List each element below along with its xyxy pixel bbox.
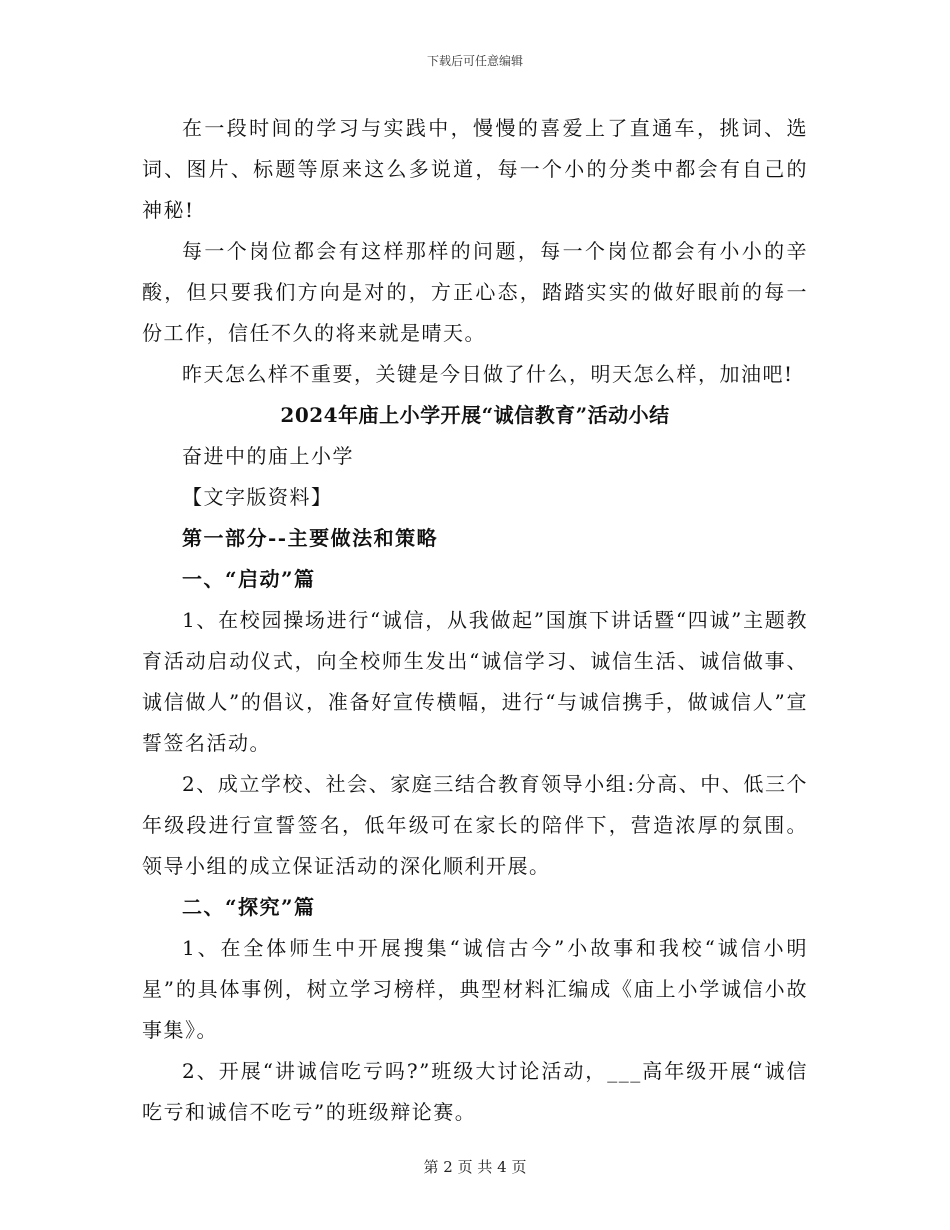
document-title: 2024年庙上小学开展“诚信教育”活动小结 (280, 403, 670, 427)
paragraph-3: 昨天怎么样不重要，关键是今日做了什么，明天怎么样，加油吧! (182, 362, 794, 386)
document-subtitle: 奋进中的庙上小学 (182, 444, 354, 468)
part-heading: 第一部分--主要做法和策略 (182, 526, 439, 550)
section-heading-1: 一、“启动”篇 (182, 567, 316, 591)
document-body (142, 108, 808, 1133)
page-header: 下载后可任意编辑 (426, 54, 523, 68)
section-2-item-1: 1、在全体师生中开展搜集“诚信古今”小故事和我校“诚信小明星”的具体事例，树立学习榜样，典型材料汇编成《庙上小学诚信小故事集》。 (142, 936, 808, 1042)
paragraph-2: 每一个岗位都会有这样那样的问题，每一个岗位都会有小小的辛酸，但只要我们方向是对的，方正心态，踏踏实实的做好眼前的每一份工作，信任不久的将来就是晴天。 (142, 239, 808, 345)
section-1-item-1: 1、在校园操场进行“诚信，从我做起”国旗下讲话暨“四诚”主题教育活动启动仪式，向全校师生发出“诚信学习、诚信生活、诚信做事、诚信做人”的倡议，准备好宣传横幅，进行“与诚信携手，做诚信人”宣誓签名活动。 (142, 608, 808, 755)
section-heading-2: 二、“探究”篇 (182, 895, 316, 919)
section-1-item-2: 2、成立学校、社会、家庭三结合教育领导小组:分高、中、低三个年级段进行宣誓签名，低年级可在家长的陪伴下，营造浓厚的氛围。领导小组的成立保证活动的深化顺利开展。 (142, 772, 808, 878)
page-footer: 第 2 页 共 4 页 (423, 1158, 527, 1176)
material-label: 【文字版资料】 (182, 485, 333, 509)
section-2-item-2: 2、开展“讲诚信吃亏吗?”班级大讨论活动，___高年级开展“诚信吃亏和诚信不吃亏”的班级辩论赛。 (142, 1059, 808, 1124)
paragraph-1: 在一段时间的学习与实践中，慢慢的喜爱上了直通车，挑词、选词、图片、标题等原来这么多说道，每一个小的分类中都会有自己的神秘! (142, 116, 808, 222)
